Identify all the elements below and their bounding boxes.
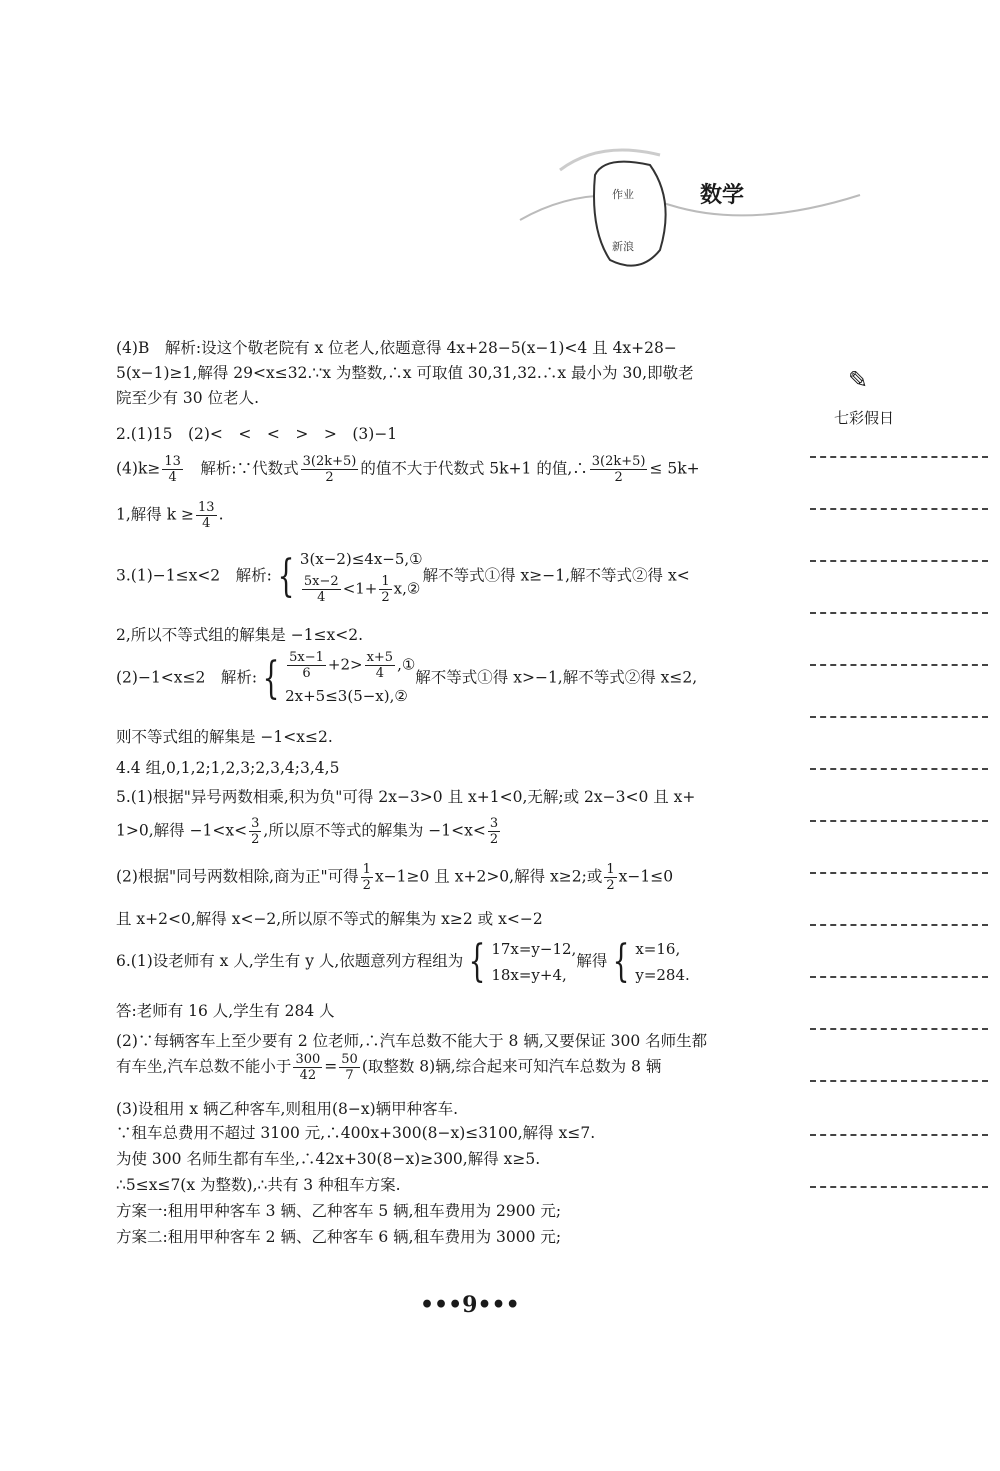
text-segment: ,所以原不等式的解集为 −1<x<	[263, 821, 486, 840]
inequality-system: { $\frac{5x-1}{6}$ +2> $\frac{x+5}{4}$ ,① 2x+5≤3(5−x),②	[262, 650, 416, 705]
text-line: ∴5≤x≤7(x 为整数),∴共有 3 种租车方案.	[116, 1176, 401, 1194]
text-line	[116, 500, 224, 531]
note-line	[810, 456, 988, 458]
svg-text:作业: 作业	[612, 188, 634, 201]
text-line: 2,所以不等式组的解集是 −1≤x<2.	[116, 626, 364, 644]
text-segment: 的值不大于代数式 5k+1 的值,∴	[360, 459, 588, 478]
text-line	[116, 454, 700, 485]
note-line	[810, 820, 988, 822]
header-decoration	[500, 110, 880, 280]
text-line: (4)B 解析:设这个敬老院有 x 位老人,依题意得 4x+28−5(x−1)<4 且 4x+28−	[116, 339, 677, 357]
pen-icon: ✎	[848, 366, 869, 394]
text-segment: x−1≤0	[618, 867, 674, 886]
fraction: $\frac{3(2k+5)}{2}$	[591, 454, 646, 485]
text-line: 4.4 组,0,1,2;1,2,3;2,3,4;3,4,5	[116, 759, 340, 777]
text-segment: 解不等式①得 x>−1,解不等式②得 x≤2,	[415, 668, 698, 687]
note-line	[810, 560, 988, 562]
text-segment: 解得	[576, 952, 608, 970]
text-segment: ≤ 5k+	[649, 459, 700, 478]
note-line	[810, 1028, 988, 1030]
note-line	[810, 872, 988, 874]
solution-system: { x=16, y=284.	[612, 936, 690, 987]
note-line	[810, 1186, 988, 1188]
note-line	[810, 1080, 988, 1082]
note-line	[810, 508, 988, 510]
text-line: 且 x+2<0,解得 x<−2,所以原不等式的解集为 x≥2 或 x<−2	[116, 910, 543, 928]
text-line: ∵租车总费用不超过 3100 元,∴400x+300(8−x)≤3100,解得 x≤7.	[116, 1124, 596, 1142]
fraction: $\frac{300}{42}$	[295, 1052, 321, 1083]
fraction: $\frac{3}{2}$	[489, 816, 499, 847]
text-line: 2.(1)15 (2)< < < > > (3)−1	[116, 425, 398, 443]
subject-title: 数学	[700, 183, 745, 208]
fraction: $\frac{3}{2}$	[251, 816, 260, 847]
text-line: 5(x−1)≥1,解得 29<x≤32.∵x 为整数,∴x 可取值 30,31,32.∴x 最小为 30,即敬老	[116, 364, 694, 382]
text-segment: 有车坐,汽车总数不能小于	[116, 1057, 292, 1076]
text-line	[116, 1052, 661, 1083]
note-line	[810, 976, 988, 978]
text-line: (2)∵每辆客车上至少要有 2 位老师,∴汽车总数不能大于 8 辆,又要保证 300 名师生都	[116, 1032, 708, 1050]
text-segment: (4)k≥	[116, 459, 161, 478]
equation-system: { 17x=y−12, 18x=y+4,	[468, 936, 577, 987]
text-segment: (2)根据"同号两数相除,商为正"可得	[116, 867, 359, 886]
text-segment: 解析:∵代数式	[184, 459, 299, 478]
note-line	[810, 924, 988, 926]
text-segment: 1,解得 k ≥	[116, 505, 195, 524]
svg-text:新浪: 新浪	[612, 240, 634, 253]
side-panel-title: 七彩假日	[834, 409, 895, 427]
fraction: $\frac{50}{7}$	[341, 1052, 358, 1083]
text-segment: 6.(1)设老师有 x 人,学生有 y 人,依题意列方程组为	[116, 952, 464, 970]
note-line	[810, 1134, 988, 1136]
text-line: 则不等式组的解集是 −1<x≤2.	[116, 728, 333, 746]
text-line: 为使 300 名师生都有车坐,∴42x+30(8−x)≥300,解得 x≥5.	[116, 1150, 541, 1168]
text-line: 方案一:租用甲种客车 3 辆、乙种客车 5 辆,租车费用为 2900 元;	[116, 1202, 562, 1220]
text-line: (3)设租用 x 辆乙种客车,则租用(8−x)辆甲种客车.	[116, 1100, 459, 1118]
text-segment: 3.(1)−1≤x<2 解析:	[116, 566, 272, 585]
text-line: 答:老师有 16 人,学生有 284 人	[116, 1002, 335, 1020]
text-segment: 解不等式①得 x≥−1,解不等式②得 x<	[422, 566, 690, 585]
note-line	[810, 768, 988, 770]
text-segment: x−1≥0 且 x+2>0,解得 x≥2;或	[374, 867, 603, 886]
note-line	[810, 612, 988, 614]
text-line	[116, 938, 690, 986]
page-number: •••9•••	[420, 1292, 520, 1318]
text-line	[116, 650, 697, 707]
text-segment: =	[324, 1057, 338, 1076]
text-line	[116, 548, 690, 605]
note-line	[810, 716, 988, 718]
text-segment: (取整数 8)辆,综合起来可知汽车总数为 8 辆	[361, 1057, 662, 1076]
fraction: $\frac{1}{2}$	[606, 862, 615, 893]
text-line	[116, 862, 673, 893]
text-segment: .	[218, 505, 224, 524]
fraction: $\frac{13}{4}$	[198, 500, 215, 531]
fraction: $\frac{1}{2}$	[362, 862, 371, 893]
text-segment: (2)−1<x≤2 解析:	[116, 668, 258, 687]
note-line	[810, 664, 988, 666]
text-line: 院至少有 30 位老人.	[116, 389, 260, 407]
text-line	[116, 816, 502, 847]
text-segment: 1>0,解得 −1<x<	[116, 821, 248, 840]
text-line: 5.(1)根据"异号两数相乘,积为负"可得 2x−3>0 且 x+1<0,无解;或 2x−3<0 且 x+	[116, 788, 696, 806]
inequality-system: { 3(x−2)≤4x−5,① $\frac{5x-2}{4}$ <1+ $\frac{1}{2}$ x,②	[277, 550, 423, 605]
text-line: 方案二:租用甲种客车 2 辆、乙种客车 6 辆,租车费用为 3000 元;	[116, 1228, 562, 1246]
fraction: $\frac{3(2k+5)}{2}$	[302, 454, 357, 485]
fraction: $\frac{13}{4}$	[164, 454, 181, 485]
